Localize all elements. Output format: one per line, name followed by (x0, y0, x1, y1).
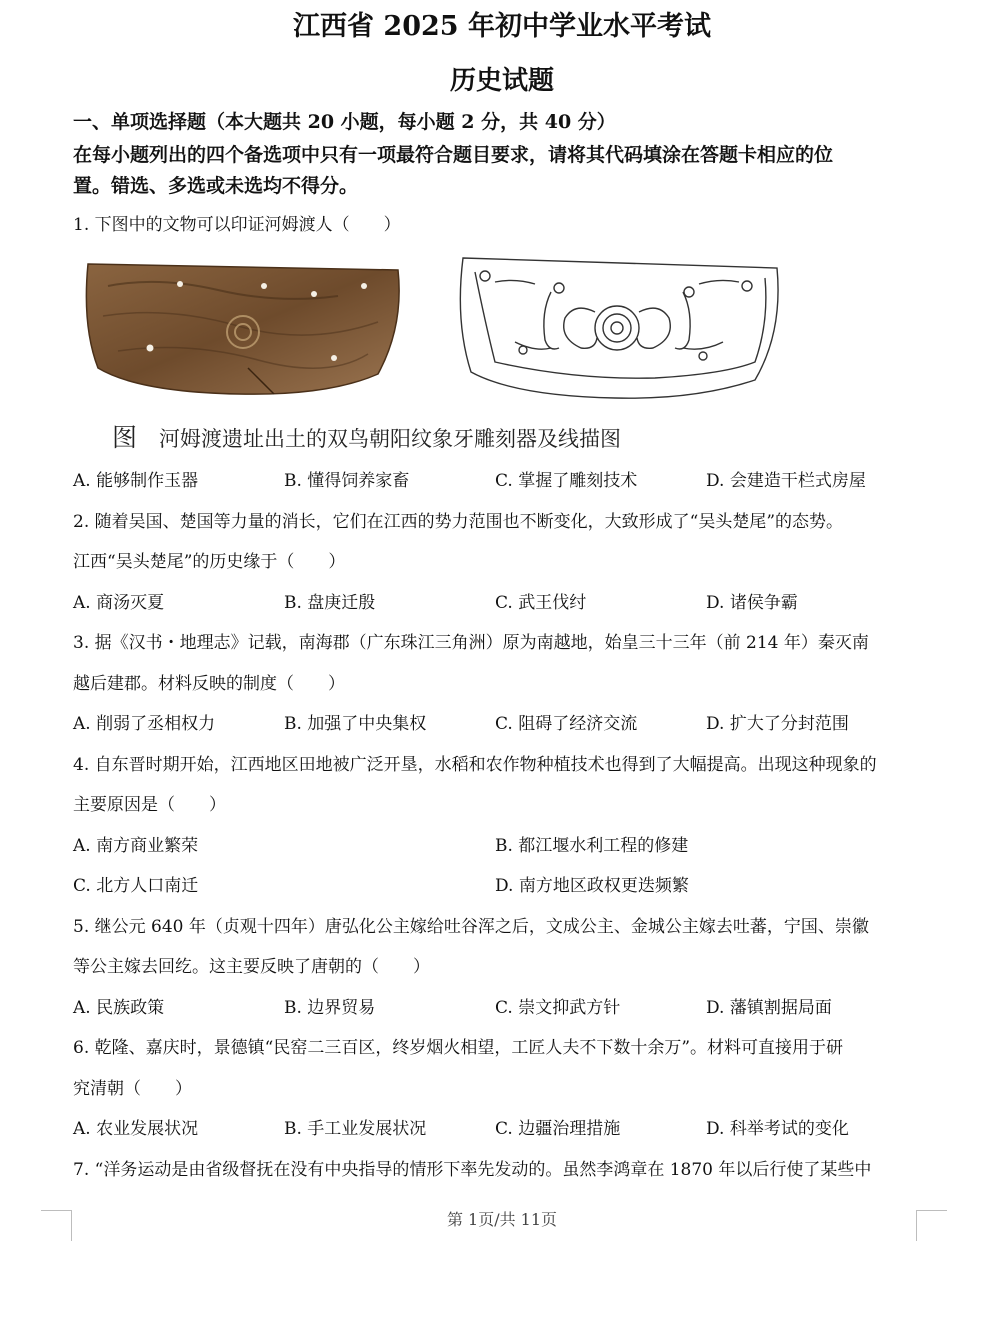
question-5-stem-line2: 等公主嫁去回纥。这主要反映了唐朝的（ ） (73, 957, 430, 977)
q4-option-b: B. 都江堰水利工程的修建 (495, 836, 689, 856)
section-instruction-line1: 在每小题列出的四个备选项中只有一项最符合题目要求，请将其代码填涂在答题卡相应的位 (73, 144, 834, 166)
q4-option-d: D. 南方地区政权更迭频繁 (495, 876, 689, 896)
q6-option-d: D. 科举考试的变化 (706, 1119, 849, 1139)
q2-option-d: D. 诸侯争霸 (706, 593, 798, 613)
question-6-stem-line1: 6. 乾隆、嘉庆时，景德镇“民窑二三百区，终岁烟火相望，工匠人夫不下数十余万”。材料可直接用于研 (73, 1038, 844, 1058)
question-4-stem-line1: 4. 自东晋时期开始，江西地区田地被广泛开垦，水稻和农作物种植技术也得到了大幅提高。出现这种现象的 (73, 755, 877, 775)
q4-option-c: C. 北方人口南迁 (73, 876, 199, 896)
page-number: 第 1页/共 11页 (446, 1210, 558, 1229)
question-6-stem-line2: 究清朝（ ） (73, 1079, 192, 1099)
exam-subtitle: 历史试题 (449, 66, 554, 96)
q2-option-a: A. 商汤灭夏 (73, 593, 165, 613)
question-3-stem-line1: 3. 据《汉书・地理志》记载，南海郡（广东珠江三角洲）原为南越地，始皇三十三年（前 214 年）秦灭南 (73, 633, 869, 653)
figure-caption (112, 418, 621, 454)
question-1-stem: 1. 下图中的文物可以印证河姆渡人（ ） (73, 215, 401, 235)
section-heading: 一、单项选择题（本大题共 20 小题，每小题 2 分，共 40 分） (73, 111, 616, 133)
question-7-stem-line1: 7. “洋务运动是由省级督抚在没有中央指导的情形下率先发动的。虽然李鸿章在 1870 年以后行使了某些中 (73, 1160, 872, 1180)
q5-option-a: A. 民族政策 (73, 998, 165, 1018)
section-instruction-line2: 置。错选、多选或未选均不得分。 (73, 175, 359, 197)
q1-option-a: A. 能够制作玉器 (73, 471, 199, 491)
q5-option-b: B. 边界贸易 (284, 998, 376, 1018)
q3-option-b: B. 加强了中央集权 (284, 714, 427, 734)
question-5-stem-line1: 5. 继公元 640 年（贞观十四年）唐弘化公主嫁给吐谷浑之后，文成公主、金城公主嫁去吐蕃，宁国、崇徽 (73, 917, 869, 937)
question-2-stem-line2: 江西“吴头楚尾”的历史缘于（ ） (73, 552, 346, 572)
q5-option-c: C. 崇文抑武方针 (495, 998, 621, 1018)
q4-option-a: A. 南方商业繁荣 (73, 836, 199, 856)
q6-option-c: C. 边疆治理措施 (495, 1119, 621, 1139)
q2-option-c: C. 武王伐纣 (495, 593, 587, 613)
q1-option-d: D. 会建造干栏式房屋 (706, 471, 866, 491)
q1-option-c: C. 掌握了雕刻技术 (495, 471, 638, 491)
figure-caption-prefix: 图 (112, 423, 138, 452)
question-4-stem-line2: 主要原因是（ ） (73, 795, 226, 815)
ivory-carving-line-drawing (455, 252, 783, 402)
q3-option-d: D. 扩大了分封范围 (706, 714, 849, 734)
question-2-stem-line1: 2. 随着吴国、楚国等力量的消长，它们在江西的势力范围也不断变化，大致形成了“吴头楚尾”的态势。 (73, 512, 844, 532)
exam-title: 江西省 2025 年初中学业水平考试 (293, 11, 711, 42)
q6-option-a: A. 农业发展状况 (73, 1119, 199, 1139)
question-3-stem-line2: 越后建郡。材料反映的制度（ ） (73, 674, 345, 694)
figure-caption-text: 河姆渡遗址出土的双鸟朝阳纹象牙雕刻器及线描图 (159, 427, 622, 451)
q3-option-a: A. 削弱了丞相权力 (73, 714, 216, 734)
q1-option-b: B. 懂得饲养家畜 (284, 471, 410, 491)
ivory-carving-photo (78, 256, 404, 398)
q2-option-b: B. 盘庚迁殷 (284, 593, 376, 613)
q3-option-c: C. 阻碍了经济交流 (495, 714, 638, 734)
q5-option-d: D. 藩镇割据局面 (706, 998, 832, 1018)
q6-option-b: B. 手工业发展状况 (284, 1119, 427, 1139)
